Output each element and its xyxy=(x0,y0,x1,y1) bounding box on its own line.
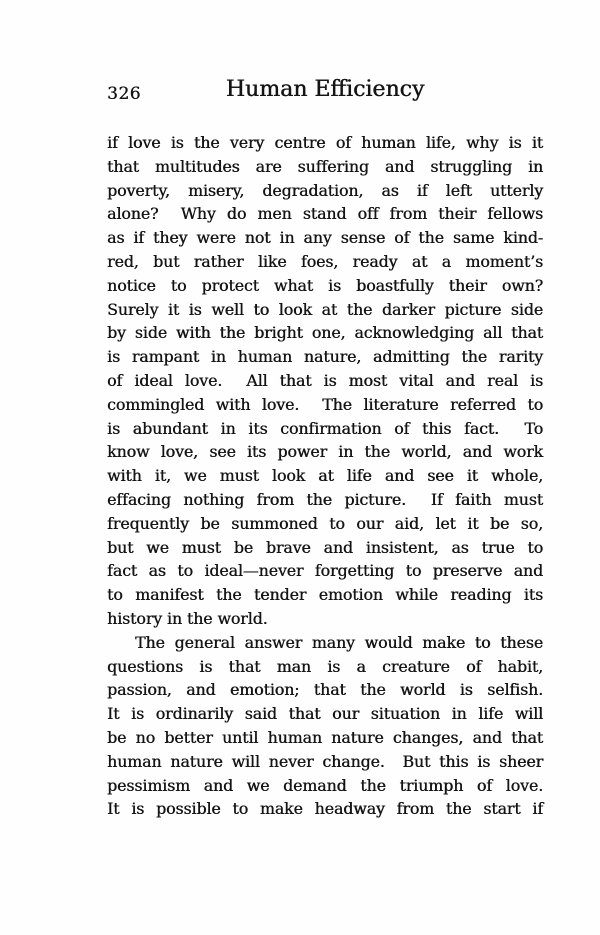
text-line: Surely it is well to look at the darker picture side xyxy=(107,299,543,319)
text-line: fact as to ideal—never forgetting to preserve and xyxy=(107,561,543,581)
text-line: is abundant in its confirmation of this fact. To xyxy=(107,418,543,438)
text-line: be no better until human nature changes, and that xyxy=(107,727,543,747)
text-line: human nature will never change. But this is sheer xyxy=(107,751,543,771)
text-line: effacing nothing from the picture. If faith must xyxy=(107,489,543,509)
text-line: pessimism and we demand the triumph of love. xyxy=(107,775,543,795)
text-line: know love, see its power in the world, and work xyxy=(107,442,543,462)
text-line: of ideal love. All that is most vital and real is xyxy=(107,370,543,390)
text-line: It is ordinarily said that our situation in life will xyxy=(107,704,543,724)
body-text xyxy=(107,131,543,821)
text-line: alone? Why do men stand off from their fellows xyxy=(107,204,543,224)
text-line: passion, and emotion; that the world is selfish. xyxy=(107,680,543,700)
text-line: if love is the very centre of human life, why is it xyxy=(107,133,543,152)
text-line: history in the world. xyxy=(107,608,268,628)
text-line: poverty, misery, degradation, as if left utterly xyxy=(107,180,543,200)
text-line: notice to protect what is boastfully their own? xyxy=(107,275,543,295)
text-line: by side with the bright one, acknowledging all that xyxy=(107,323,543,343)
page-header xyxy=(107,76,543,104)
text-line: questions is that man is a creature of habit, xyxy=(107,656,543,676)
text-line: is rampant in human nature, admitting the rarity xyxy=(107,347,543,367)
text-line: frequently be summoned to our aid, let it be so, xyxy=(107,513,543,533)
text-line: that multitudes are suffering and struggling in xyxy=(107,156,543,176)
text-line: but we must be brave and insistent, as true to xyxy=(107,537,543,557)
text-line: It is possible to make headway from the start if xyxy=(107,799,543,819)
text-line: The general answer many would make to these xyxy=(135,632,543,652)
text-line: to manifest the tender emotion while reading its xyxy=(107,585,543,605)
running-title: Human Efficiency xyxy=(225,77,425,102)
text-line: commingled with love. The literature referred to xyxy=(107,394,543,414)
text-line: with it, we must look at life and see it whole, xyxy=(107,466,543,486)
page-number: 326 xyxy=(107,84,141,104)
text-line: as if they were not in any sense of the same kind- xyxy=(107,228,543,248)
text-line: red, but rather like foes, ready at a moment’s xyxy=(107,251,543,271)
